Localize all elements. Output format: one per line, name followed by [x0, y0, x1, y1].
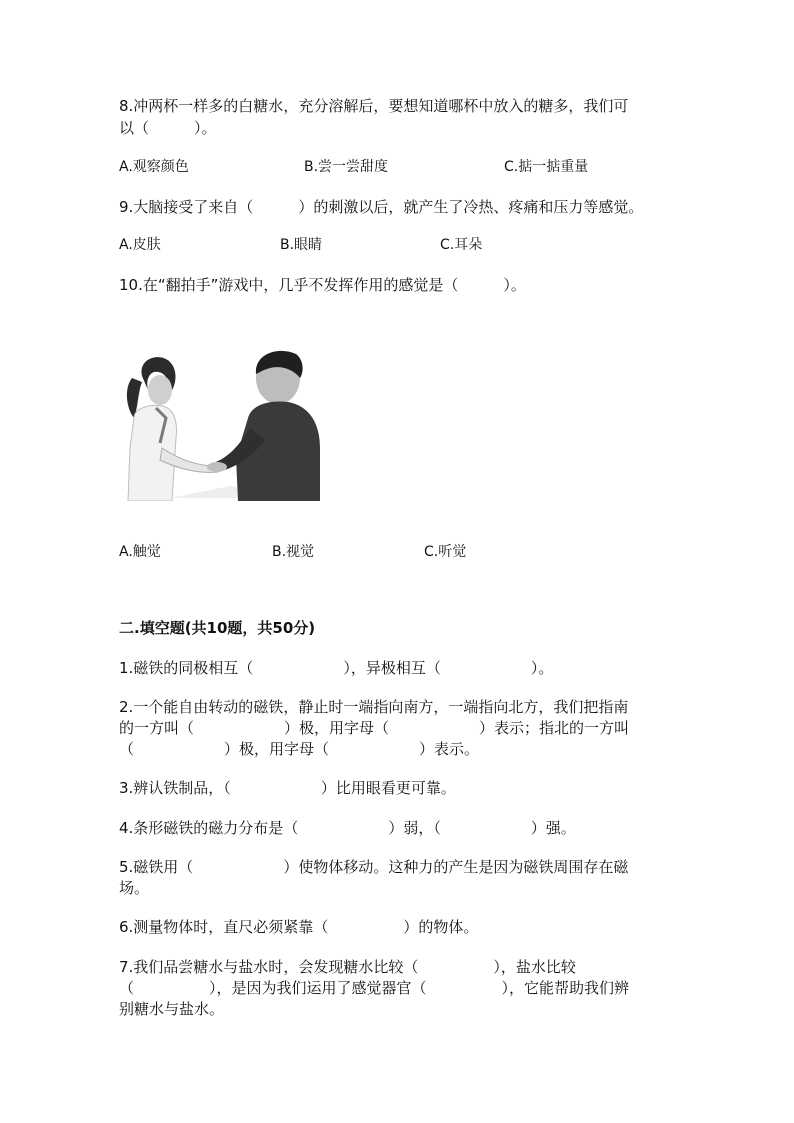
fill-q7-line3: 别糖水与盐水。 [119, 1000, 225, 1018]
fill-q2-line1: 2.一个能自由转动的磁铁，静止时一端指向南方，一端指向北方，我们把指南 [119, 698, 629, 716]
section-title-fill-in: 二.填空题(共10题，共50分) [119, 619, 316, 637]
q9-option-b: B.眼睛 [280, 237, 323, 253]
q10-option-b: B.视觉 [272, 544, 315, 560]
clapping-game-photo [120, 348, 320, 501]
q9-option-c: C.耳朵 [440, 237, 483, 253]
fill-q5-line1: 5.磁铁用（ ）使物体移动。这种力的产生是因为磁铁周围存在磁 [119, 858, 629, 876]
fill-q4: 4.条形磁铁的磁力分布是（ ）弱，（ ）强。 [119, 819, 576, 837]
fill-q2-line3: （ ）极，用字母（ ）表示。 [119, 740, 480, 758]
q8-text-line2: 以（ ）。 [119, 119, 217, 137]
fill-q1: 1.磁铁的同极相互（ ），异极相互（ ）。 [119, 659, 554, 677]
fill-q3: 3.辨认铁制品，（ ）比用眼看更可靠。 [119, 779, 456, 797]
q8-option-b: B.尝一尝甜度 [304, 159, 389, 175]
fill-q7-line1: 7.我们品尝糖水与盐水时，会发现糖水比较（ ），盐水比较 [119, 958, 576, 976]
q8-option-c: C.掂一掂重量 [504, 159, 589, 175]
fill-q2-line2: 的一方叫（ ）极，用字母（ ）表示；指北的一方叫 [119, 719, 630, 737]
fill-q5-line2: 场。 [119, 879, 150, 897]
q8-text-line1: 8.冲两杯一样多的白糖水，充分溶解后，要想知道哪杯中放入的糖多，我们可 [119, 97, 629, 115]
fill-q7-line2: （ ），是因为我们运用了感觉器官（ ），它能帮助我们辨 [119, 979, 630, 997]
fill-q6: 6.测量物体时，直尺必须紧靠（ ）的物体。 [119, 918, 479, 936]
q8-option-a: A.观察颜色 [119, 159, 189, 175]
q10-option-a: A.触觉 [119, 544, 161, 560]
q9-option-a: A.皮肤 [119, 237, 161, 253]
q10-option-c: C.听觉 [424, 544, 467, 560]
q10-text-line1: 10.在“翻拍手”游戏中，几乎不发挥作用的感觉是（ ）。 [119, 276, 526, 294]
q9-text-line1: 9.大脑接受了来自（ ）的刺激以后，就产生了冷热、疼痛和压力等感觉。 [119, 198, 644, 216]
